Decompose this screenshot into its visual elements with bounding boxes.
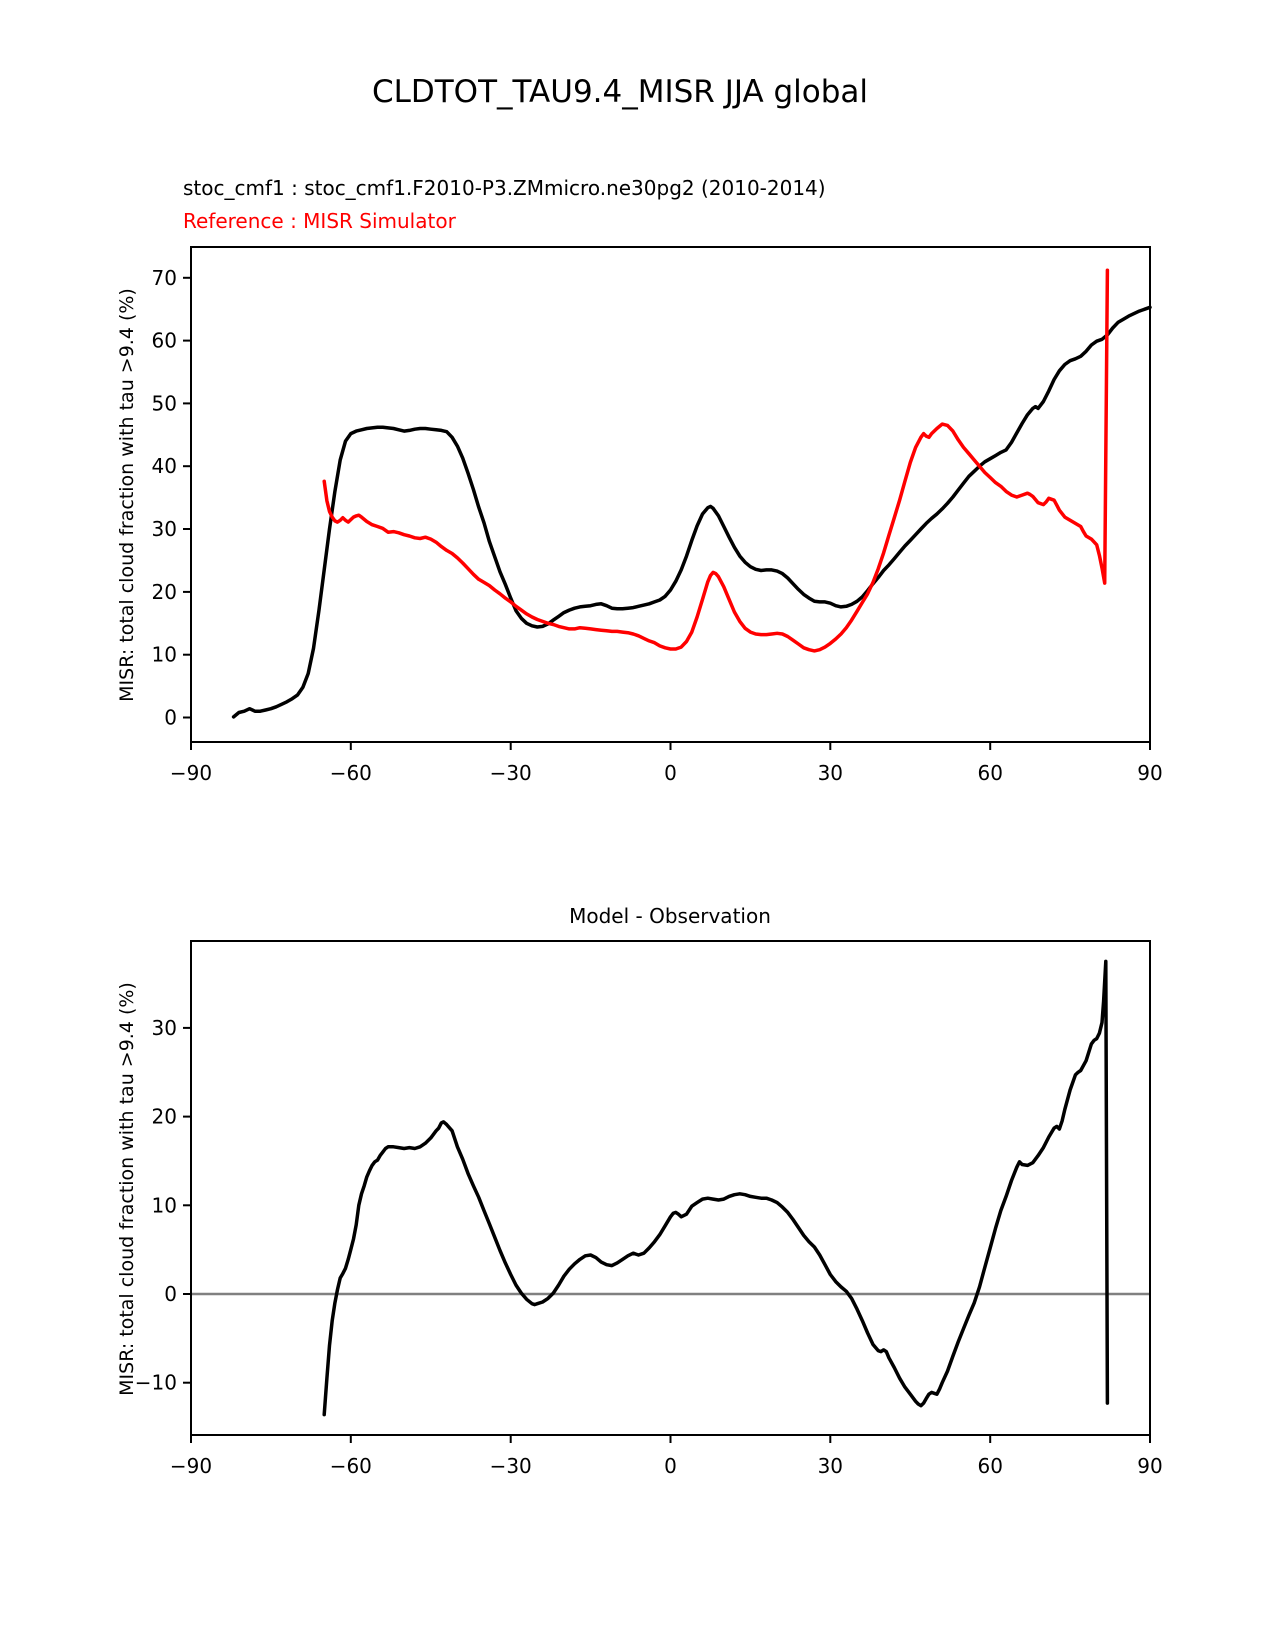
- y-tick-label: 10: [151, 1193, 177, 1218]
- x-tick-label: 0: [664, 1454, 677, 1478]
- x-tick-label: −90: [169, 1454, 213, 1478]
- bottom-plot-title: Model - Observation: [569, 904, 771, 928]
- legend: [183, 172, 826, 238]
- y-tick-label: 10: [151, 642, 177, 667]
- bottom-plot-canvas: [0, 920, 1275, 1540]
- diff-line: [324, 961, 1107, 1414]
- y-tick-label: 30: [151, 1015, 177, 1040]
- x-tick-label: 0: [664, 761, 677, 785]
- y-tick-label: 70: [151, 265, 177, 290]
- model-line: [234, 307, 1150, 717]
- x-tick-label: −30: [489, 761, 532, 785]
- x-tick-label: 30: [817, 761, 844, 785]
- legend-model-label: stoc_cmf1 : stoc_cmf1.F2010-P3.ZMmicro.ne30pg2 (2010-2014): [183, 176, 826, 200]
- y-tick-label: −10: [134, 1370, 177, 1395]
- y-tick-label: 20: [151, 1104, 177, 1129]
- legend-reference-label: Reference : MISR Simulator: [183, 209, 456, 233]
- y-tick-label: 20: [151, 579, 177, 604]
- y-tick-label: 0: [164, 1282, 177, 1306]
- x-tick-label: −90: [169, 761, 213, 785]
- top-plot-canvas: [0, 230, 1275, 830]
- figure-title: CLDTOT_TAU9.4_MISR JJA global: [371, 74, 869, 110]
- top-plot-ylabel: MISR: total cloud fraction with tau >9.4 (%): [116, 288, 138, 702]
- bottom-plot-ylabel: MISR: total cloud fraction with tau >9.4 (%): [116, 982, 138, 1396]
- y-tick-label: 40: [151, 454, 177, 479]
- x-tick-label: −30: [489, 1454, 532, 1478]
- plot-border: [191, 941, 1150, 1435]
- x-tick-label: 90: [1137, 761, 1163, 785]
- x-tick-label: 60: [977, 1454, 1003, 1478]
- x-tick-label: 30: [817, 1454, 844, 1478]
- x-tick-label: −60: [329, 1454, 372, 1478]
- x-tick-label: −60: [329, 761, 372, 785]
- y-tick-label: 30: [151, 517, 177, 541]
- y-tick-label: 60: [151, 328, 177, 353]
- y-tick-label: 0: [164, 705, 177, 730]
- x-tick-label: 60: [977, 761, 1003, 785]
- x-tick-label: 90: [1137, 1454, 1163, 1478]
- y-tick-label: 50: [151, 391, 177, 416]
